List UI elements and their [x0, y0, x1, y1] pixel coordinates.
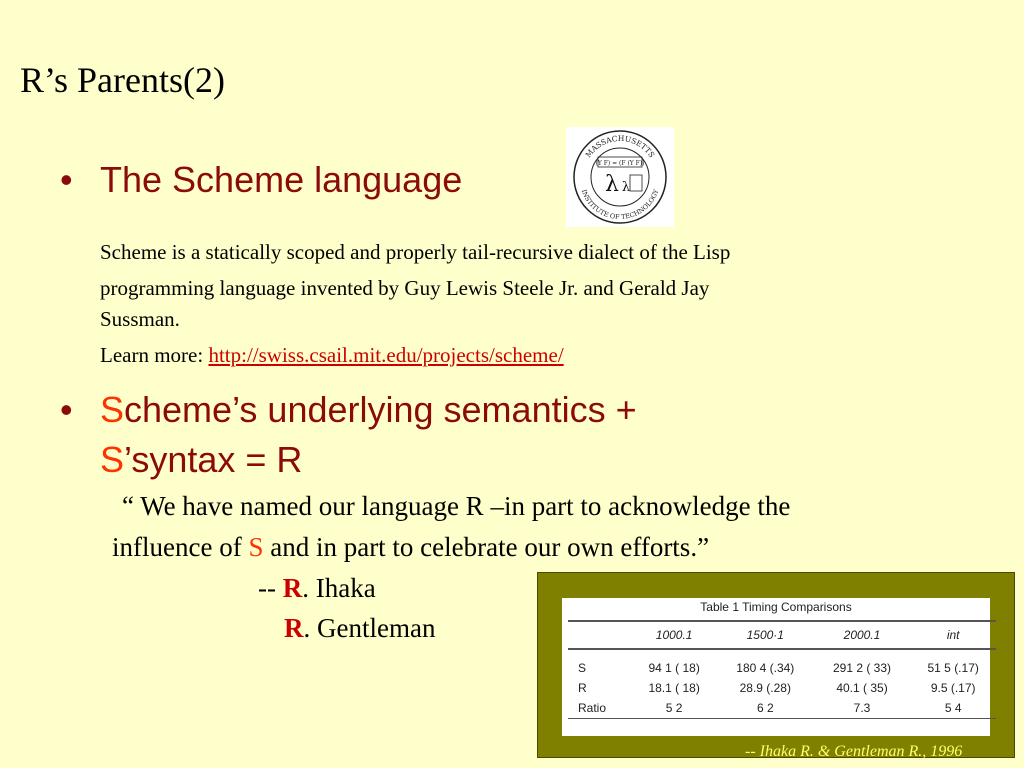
table-caption: Table 1 Timing Comparisons: [700, 600, 852, 614]
quote-text: and in part to celebrate our own efforts.”: [263, 532, 710, 562]
learn-more-line: [100, 343, 564, 368]
table-cell: 5 2: [631, 698, 717, 719]
svg-text:λ: λ: [621, 180, 631, 195]
table-cell: 40.1 ( 35): [836, 681, 888, 695]
bullet-text: The Scheme language: [100, 159, 463, 200]
mit-seal-image: [566, 127, 674, 227]
table-cell: 94 1 ( 18): [648, 661, 700, 675]
scheme-description-line3: Sussman.: [100, 307, 180, 331]
author-initial: R: [282, 573, 303, 603]
table-header-cell: [568, 621, 631, 649]
svg-text:λ: λ: [605, 172, 619, 197]
bullet-text-line2: [100, 440, 302, 480]
table-header-cell: 1500·1: [717, 621, 814, 649]
table-cell: 18.1 ( 18): [648, 681, 700, 695]
table-cell: 7.3: [814, 698, 911, 719]
table-row-label: S: [578, 661, 587, 675]
table-cell: 28.9 (.28): [739, 681, 791, 695]
table-cell: 6 2: [717, 698, 814, 719]
table-cell: 51 5 (.17): [927, 661, 979, 675]
bullet-text-rest: cheme’s underlying semantics +: [124, 389, 637, 430]
bullet-text-line1: [100, 390, 637, 430]
highlight-s: S: [100, 439, 125, 480]
scheme-link[interactable]: http://swiss.csail.mit.edu/projects/scheme/: [208, 343, 564, 367]
table-cell: 9.5 (.17): [930, 681, 976, 695]
author-name: . Ihaka: [302, 573, 376, 603]
seal-text-bottom: INSTITUTE OF TECHNOLOGY: [579, 188, 661, 222]
bullet-scheme-language: [60, 160, 462, 200]
bullet-semantics-syntax: [60, 390, 637, 430]
quote-highlight-s: S: [248, 532, 264, 562]
table-cell: 180 4 (.34): [736, 661, 795, 675]
svg-text:INSTITUTE OF TECHNOLOGY: [580, 188, 661, 221]
bullet-icon: •: [60, 389, 73, 430]
table-cell: 5 4: [910, 698, 996, 719]
scheme-description-line1: Scheme is a statically scoped and properly tail-recursive dialect of the Lisp: [100, 240, 731, 264]
timing-table: [568, 620, 996, 719]
quote-line2: [112, 531, 709, 563]
table-header-row: [568, 621, 996, 649]
table-header-cell: 1000.1: [631, 621, 717, 649]
seal-text-top: MASSACHUSETTS: [583, 133, 657, 160]
scheme-description-line2: programming language invented by Guy Lewis Steele Jr. and Gerald Jay: [100, 276, 710, 300]
bullet-text-rest: ’syntax = R: [124, 439, 303, 480]
svg-text:(Y F) = (F (Y F)): (Y F) = (F (Y F)): [595, 160, 645, 167]
learn-more-label: Learn more:: [100, 343, 209, 367]
table-row-label: R: [578, 681, 587, 695]
mit-seal-icon: [566, 127, 674, 227]
table-row: [568, 698, 996, 719]
table-row: [568, 678, 996, 698]
table-row: [568, 658, 996, 678]
quote-text: influence of: [112, 532, 249, 562]
table-cell: 291 2 ( 33): [832, 661, 892, 675]
table-header-cell: 2000.1: [814, 621, 911, 649]
quote-author-ihaka: [258, 572, 376, 604]
table-header-cell: int: [910, 621, 996, 649]
timing-comparison-table: [562, 598, 990, 736]
quote-line1: “ We have named our language R –in part to acknowledge the: [122, 491, 791, 521]
author-initial: R: [284, 613, 304, 643]
highlight-s: S: [100, 389, 125, 430]
slide-title: R’s Parents(2): [20, 60, 225, 100]
author-name: . Gentleman: [303, 613, 436, 643]
quote-author-gentleman: [284, 612, 435, 644]
author-dash: --: [258, 573, 283, 603]
figure-citation: -- Ihaka R. & Gentleman R., 1996: [745, 743, 963, 760]
bullet-icon: •: [60, 159, 73, 200]
table-row-label: Ratio: [568, 698, 631, 719]
svg-text:MASSACHUSETTS: [584, 134, 657, 159]
